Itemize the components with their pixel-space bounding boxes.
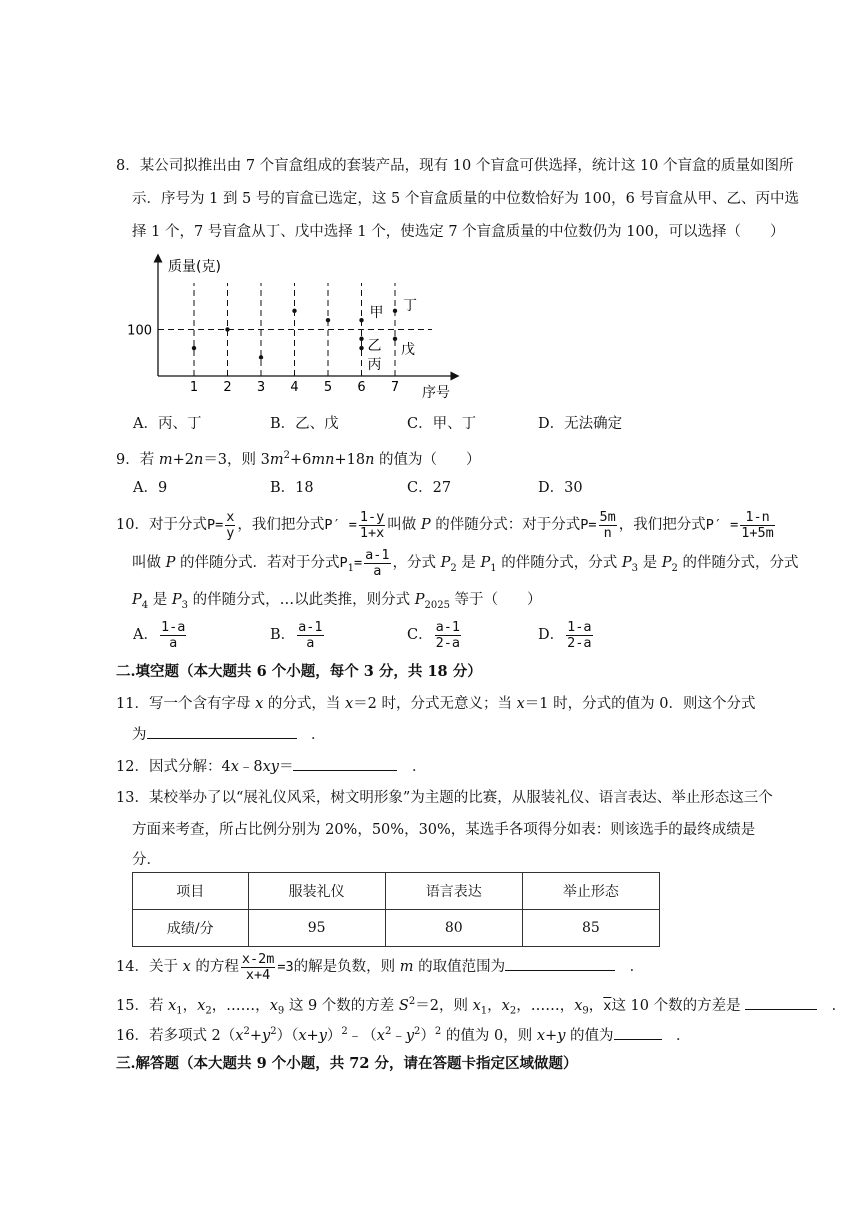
q8-option-a[interactable]: A．丙、丁 [133,416,202,432]
q13-text-line1: 13．某校举办了以“展礼仪风采，树文明形象”为主题的比赛，从服装礼仪、语言表达、举止形态这三个 [116,790,773,806]
q10-option-b[interactable] [270,618,326,652]
table-header-row [133,873,660,910]
data-point [225,327,229,331]
q10-text-line3: $P_4$ 是 $P_3$ 的伴随分式，…以此类推，则分式 $P_{2025}$ 等于（ ） [132,592,542,611]
table-cell: 成绩/分 [133,910,249,947]
table-cell: 80 [385,910,522,947]
q15-text: 15．若 $x_1$，$x_2$，……，$x_9$ 这 9 个数的方差 $S^2=2$，则 $x_1$，$x_2$，……，$x_9$，$\overline{x}$这 10 个数的方差是 ． [116,996,847,1017]
table-cell: 85 [522,910,659,947]
q14-text: 14．关于 x 的方程 $\frac{x-2m}{x+4}$ =3的解是负数，则 m 的取值范围为 ． [116,950,645,983]
q10-option-c-den: 2-a [435,634,460,651]
q10-text-line3-mid: ，…以此类推，则分式 [265,592,415,608]
q10-text-line2: 叫做 P 的伴随分式．若对于分式$P_1=$ $\frac{a-1}{a}$ ，分式 $P_2$ 是 $P_1$ 的伴随分式，分式 $P_3$ 是 $P_2$ 的伴随分式，分式 [132,546,799,579]
q9-option-c[interactable]: C．27 [407,480,452,496]
data-point [192,346,196,350]
section-2-heading: 二.填空题（本大题共 6 个小题，每个 3 分，共 18 分） [116,663,482,680]
q12-text: 12．因式分解：4x﹣8xy＝ ． [116,756,426,777]
q10-option-b-label: B． [270,627,296,643]
x-tick-label: 2 [223,380,232,395]
q13-text-line2: 方面来考查，所占比例分别为 20%，50%，30%，某选手各项得分如表：则该选手的最终成绩是 [132,822,756,838]
x-tick-label: 3 [256,380,266,395]
q11-text-line1: 11．写一个含有字母 x 的分式，当 x＝2 时，分式无意义；当 x＝1 时，分式的值为 0．则这个分式 [116,696,756,712]
table-header-cell: 语言表达 [385,873,522,910]
x-axis-label: 序号 [422,385,450,401]
table-row [133,910,660,947]
q11-text-line2: 为 ． [132,724,326,745]
q10-text-line1: 10．对于分式P= $\frac{x}{y}$ ，我们把分式P′ = $\frac{1-y}{1+x}$ 叫做 P 的伴随分式：对于分式P= $\frac{5m}{n}$ ，我们把分式P′ = $\frac{1-n}{1+5m}$ [116,508,774,541]
x-tick-label: 1 [189,380,199,395]
table-header-cell: 项目 [133,873,249,910]
data-point [359,337,363,341]
q16-text: 16．若多项式 $2(x^2+y^2)(x+y)^2﹣(x^2﹣y^2)^2$ 的值为 0，则 x+y 的值为 ． [116,1026,691,1044]
x-tick-label: 7 [390,380,400,395]
q15-answer-blank[interactable] [745,995,817,1010]
q13-text-line3: 分． [132,852,161,868]
data-point [326,318,330,322]
x-tick-label: 5 [323,380,333,395]
y-axis-label: 质量(克) [168,259,221,275]
q10-option-b-num: a-1 [298,618,323,635]
q12-answer-blank[interactable] [293,756,397,771]
q8-text-line1: 8．某公司拟推出由 7 个盲盒组成的套装产品，现有 10 个盲盒可供选择，统计这 10 个盲盒的质量如图所 [116,158,794,174]
point-label: 乙 [367,337,382,354]
q9-option-d[interactable]: D．30 [538,480,583,496]
q13-score-table [132,872,660,947]
table-cell: 95 [248,910,385,947]
q8-option-b[interactable]: B．乙、戊 [270,416,339,432]
q10-option-d-num: 1-a [567,618,592,635]
data-point [393,337,397,341]
q10-option-d[interactable] [538,618,595,652]
point-label: 丙 [367,357,382,374]
x-tick-label: 4 [290,380,299,395]
data-point [393,309,397,313]
point-label: 甲 [369,305,384,322]
q10-option-c[interactable] [407,618,463,652]
q9-option-a[interactable]: A．9 [133,480,168,496]
point-label: 丁 [403,297,417,314]
data-point [259,355,263,359]
q8-text-line3: 择 1 个，7 号盲盒从丁、戊中选择 1 个，使选定 7 个盲盒质量的中位数仍为 100，可以选择（ ） [132,224,785,240]
data-point [359,318,363,322]
q10-option-d-den: 2-a [567,634,592,651]
data-point [292,309,296,313]
x-tick-label: 6 [357,380,366,395]
q14-answer-blank[interactable] [505,956,615,971]
q16-answer-blank[interactable] [614,1025,662,1040]
q8-option-d[interactable]: D．无法确定 [538,416,623,432]
q10-option-a-label: A． [133,627,158,643]
section-3-heading: 三.解答题（本大题共 9 个小题，共 72 分，请在答题卡指定区域做题） [116,1055,578,1072]
q9-text: 9．若 m+2n＝3，则 $3m^2+6mn+18n$ 的值为（ ） [116,450,481,468]
y-tick-label: 100 [127,323,152,339]
q10-option-a-num: 1-a [160,618,186,635]
data-point [359,346,363,350]
q10-option-a-den: a [169,634,178,651]
q10-option-b-den: a [306,634,315,651]
point-label: 戊 [401,341,415,358]
q10-option-d-label: D． [538,627,565,643]
q8-option-c[interactable]: C．甲、丁 [407,416,477,432]
q10-option-c-num: a-1 [435,618,460,635]
q8-text-line2: 示．序号为 1 到 5 号的盲盒已选定，这 5 个盲盒质量的中位数恰好为 100，6 号盲盒从甲、乙、丙中选 [132,191,799,207]
q11-answer-blank[interactable] [147,724,297,739]
table-header-cell: 举止形态 [522,873,659,910]
table-header-cell: 服装礼仪 [248,873,385,910]
q9-option-b[interactable]: B．18 [270,480,314,496]
q10-option-c-label: C． [407,627,433,643]
q10-option-a[interactable] [133,618,188,652]
